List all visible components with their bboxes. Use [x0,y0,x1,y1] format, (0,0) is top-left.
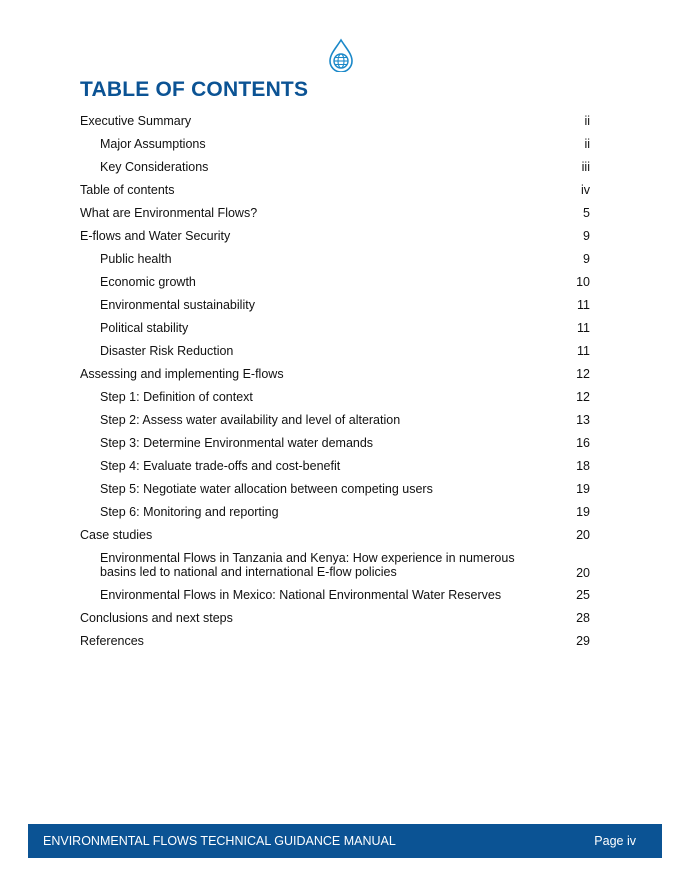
toc-entry[interactable] [80,630,592,653]
footer-title: ENVIRONMENTAL FLOWS TECHNICAL GUIDANCE MANUAL [43,834,396,848]
toc-entry[interactable] [80,584,592,607]
toc-entry-page: 28 [576,611,590,625]
toc-entry-label: Environmental Flows in Tanzania and Kenya: How experience in numerous basins led to national and international E-flow policies [100,551,515,579]
toc-entry[interactable] [80,478,592,501]
toc-entry[interactable] [80,386,592,409]
toc-entry-label: Economic growth [100,275,196,289]
toc-entry[interactable] [80,409,592,432]
toc-entry-label: Step 6: Monitoring and reporting [100,505,279,519]
toc-entry[interactable] [80,607,592,630]
toc-entry-page: ii [584,137,590,151]
toc-entry-page: 10 [576,275,590,289]
toc-entry[interactable] [80,202,592,225]
toc-entry-label: Environmental sustainability [100,298,255,312]
toc-entry-page: 11 [577,344,590,358]
toc-entry[interactable] [80,547,592,584]
toc-entry-page: 19 [576,482,590,496]
toc-entry-label: Step 1: Definition of context [100,390,253,404]
toc-entry-label: What are Environmental Flows? [80,206,258,220]
toc-entry-label: Step 2: Assess water availability and level of alteration [100,413,401,427]
toc-entry[interactable] [80,524,592,547]
toc-entry[interactable] [80,225,592,248]
toc-entry-page: 16 [576,436,590,450]
toc-entry[interactable] [80,317,592,340]
toc-entry-page: 9 [583,229,590,243]
toc-entry-page: 11 [577,298,590,312]
toc-entry-page: 9 [583,252,590,266]
toc-entry-label: Disaster Risk Reduction [100,344,234,358]
toc-entry-page: 29 [576,634,590,648]
toc-entry-label: Step 5: Negotiate water allocation between competing users [100,482,433,496]
toc-entry-page: 19 [576,505,590,519]
toc-entry[interactable] [80,156,592,179]
toc-entry-label: References [80,634,144,648]
toc-entry[interactable] [80,133,592,156]
toc-entry-label: Step 4: Evaluate trade-offs and cost-benefit [100,459,341,473]
toc-entry-label: Executive Summary [80,114,192,128]
toc-entry-page: 25 [576,588,590,602]
toc-entry-page: 12 [576,390,590,404]
toc-entry-label: Step 3: Determine Environmental water demands [100,436,374,450]
toc-entry[interactable] [80,340,592,363]
toc-entry[interactable] [80,248,592,271]
toc-entry-page: 13 [576,413,590,427]
toc-entry-page: 18 [576,459,590,473]
toc-entry[interactable] [80,455,592,478]
toc-entry-label: Case studies [80,528,153,542]
toc-entry-label: Public health [100,252,172,266]
toc-entry[interactable] [80,271,592,294]
toc-entry-page: 20 [576,528,590,542]
toc-entry-label: Conclusions and next steps [80,611,233,625]
toc-entry-page: 12 [576,367,590,381]
toc-entry-page: 11 [577,321,590,335]
water-drop-globe-icon [327,38,355,72]
toc-entry-page: 5 [583,206,590,220]
page-title: TABLE OF CONTENTS [80,78,309,101]
toc-entry-page: ii [584,114,590,128]
toc-entry-label: Political stability [100,321,189,335]
toc-entry-label: Key Considerations [100,160,209,174]
toc-entry-label: Environmental Flows in Mexico: National Environmental Water Reserves [100,588,502,602]
toc-entry[interactable] [80,179,592,202]
footer-page-number: Page iv [594,834,636,848]
toc-entry-label: E-flows and Water Security [80,229,231,243]
toc-entry-label: Table of contents [80,183,175,197]
toc-entry[interactable] [80,363,592,386]
toc-entry[interactable] [80,501,592,524]
toc-entry[interactable] [80,110,592,133]
table-of-contents [80,110,592,653]
toc-entry-page: iv [580,183,590,197]
toc-entry-label: Assessing and implementing E-flows [80,367,284,381]
toc-entry-label: Major Assumptions [100,137,206,151]
toc-entry-page: iii [581,160,590,174]
page-footer [28,824,662,858]
toc-entry[interactable] [80,294,592,317]
toc-entry-page: 20 [576,566,590,580]
toc-entry[interactable] [80,432,592,455]
